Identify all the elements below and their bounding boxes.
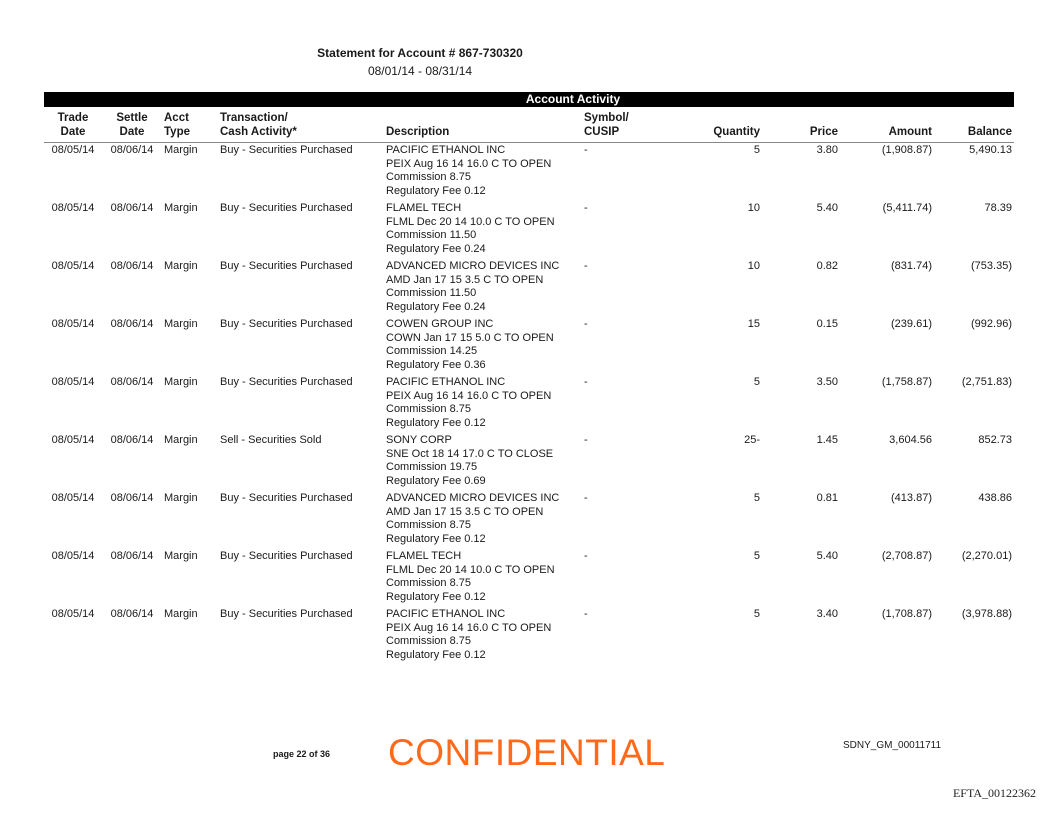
table-row <box>44 549 1014 607</box>
description-line: Commission 8.75 <box>386 171 471 183</box>
account-activity-table <box>44 111 1014 665</box>
description-line: Commission 19.75 <box>386 461 478 473</box>
settle-date-cell: 08/06/14 <box>110 144 154 156</box>
price-cell: 3.80 <box>816 144 838 156</box>
description-line: AMD Jan 17 15 3.5 C TO OPEN <box>386 505 544 518</box>
description-line: PACIFIC ETHANOL INC <box>386 376 506 388</box>
acct-type-cell: Margin <box>164 318 198 330</box>
table-row <box>44 375 1014 433</box>
description-cell <box>384 607 582 665</box>
settle-date-cell: 08/06/14 <box>110 318 154 330</box>
table-row <box>44 607 1014 665</box>
description-cell <box>384 317 582 375</box>
description-line: PACIFIC ETHANOL INC <box>386 608 506 620</box>
description-line: AMD Jan 17 15 3.5 C TO OPEN <box>386 273 544 286</box>
price-cell: 0.82 <box>816 260 838 272</box>
acct-type-cell: Margin <box>164 376 198 388</box>
trade-date-cell: 08/05/14 <box>51 550 95 562</box>
transaction-cell: Buy - Securities Purchased <box>220 550 353 562</box>
trade-date-cell: 08/05/14 <box>51 318 95 330</box>
amount-cell: (1,708.87) <box>881 608 932 620</box>
description-line: Regulatory Fee 0.12 <box>386 532 486 545</box>
col-trade-date: Trade Date <box>44 111 102 143</box>
quantity-cell: 5 <box>753 144 760 156</box>
col-balance: Balance <box>934 111 1014 143</box>
description-line: FLML Dec 20 14 10.0 C TO OPEN <box>386 563 555 576</box>
document-id: SDNY_GM_00011711 <box>843 740 942 751</box>
amount-cell: (831.74) <box>891 260 932 272</box>
settle-date-cell: 08/06/14 <box>110 550 154 562</box>
price-cell: 5.40 <box>816 550 838 562</box>
trade-date-cell: 08/05/14 <box>51 260 95 272</box>
transaction-cell: Buy - Securities Purchased <box>220 608 353 620</box>
description-cell <box>384 143 582 202</box>
description-line: FLAMEL TECH <box>386 202 462 214</box>
acct-type-cell: Margin <box>164 144 198 156</box>
description-line: Regulatory Fee 0.69 <box>386 474 486 487</box>
trade-date-cell: 08/05/14 <box>51 608 95 620</box>
description-line: Regulatory Fee 0.36 <box>386 358 486 371</box>
quantity-cell: 10 <box>747 202 760 214</box>
col-amount: Amount <box>840 111 934 143</box>
efta-stamp: EFTA_00122362 <box>952 786 1036 800</box>
balance-cell: (2,270.01) <box>961 550 1012 562</box>
acct-type-cell: Margin <box>164 492 198 504</box>
col-description: Description <box>384 111 582 143</box>
description-cell <box>384 375 582 433</box>
symbol-cell: - <box>584 202 588 214</box>
description-line: PEIX Aug 16 14 16.0 C TO OPEN <box>386 157 552 170</box>
table-row <box>44 143 1014 202</box>
description-line: FLML Dec 20 14 10.0 C TO OPEN <box>386 215 555 228</box>
col-symbol: Symbol/ CUSIP <box>582 111 662 143</box>
description-line: Commission 8.75 <box>386 635 471 647</box>
symbol-cell: - <box>584 492 588 504</box>
description-line: Regulatory Fee 0.24 <box>386 300 486 313</box>
description-line: FLAMEL TECH <box>386 550 462 562</box>
confidential-watermark: CONFIDENTIAL <box>388 732 666 773</box>
table-row <box>44 201 1014 259</box>
quantity-cell: 5 <box>753 608 760 620</box>
settle-date-cell: 08/06/14 <box>110 202 154 214</box>
settle-date-cell: 08/06/14 <box>110 260 154 272</box>
transaction-cell: Buy - Securities Purchased <box>220 376 353 388</box>
trade-date-cell: 08/05/14 <box>51 144 95 156</box>
transaction-cell: Buy - Securities Purchased <box>220 492 353 504</box>
col-quantity: Quantity <box>662 111 762 143</box>
table-row <box>44 433 1014 491</box>
trade-date-cell: 08/05/14 <box>51 376 95 388</box>
description-line: COWN Jan 17 15 5.0 C TO OPEN <box>386 331 554 344</box>
quantity-cell: 5 <box>753 492 760 504</box>
description-line: PACIFIC ETHANOL INC <box>386 144 506 156</box>
symbol-cell: - <box>584 434 588 446</box>
description-line: Commission 8.75 <box>386 577 471 589</box>
description-cell <box>384 549 582 607</box>
balance-cell: (753.35) <box>971 260 1012 272</box>
amount-cell: (239.61) <box>891 318 932 330</box>
col-settle-date: Settle Date <box>102 111 162 143</box>
description-line: SNE Oct 18 14 17.0 C TO CLOSE <box>386 447 554 460</box>
description-cell <box>384 491 582 549</box>
table-row <box>44 317 1014 375</box>
description-cell <box>384 259 582 317</box>
amount-cell: (5,411.74) <box>882 202 932 214</box>
description-cell <box>384 433 582 491</box>
trade-date-cell: 08/05/14 <box>51 202 95 214</box>
table-row <box>44 259 1014 317</box>
transaction-cell: Sell - Securities Sold <box>220 434 322 446</box>
symbol-cell: - <box>584 318 588 330</box>
description-cell <box>384 201 582 259</box>
description-line: Regulatory Fee 0.24 <box>386 242 486 255</box>
price-cell: 0.15 <box>816 318 838 330</box>
col-transaction: Transaction/ Cash Activity* <box>218 111 384 143</box>
statement-title: Statement for Account # 867-730320 <box>317 46 523 60</box>
description-line: Commission 11.50 <box>386 287 477 299</box>
price-cell: 3.40 <box>816 608 838 620</box>
trade-date-cell: 08/05/14 <box>51 492 95 504</box>
symbol-cell: - <box>584 608 588 620</box>
description-line: Regulatory Fee 0.12 <box>386 184 486 197</box>
settle-date-cell: 08/06/14 <box>110 434 154 446</box>
amount-cell: (1,758.87) <box>881 376 932 388</box>
page-number: page 22 of 36 <box>273 749 331 759</box>
balance-cell: (3,978.88) <box>961 608 1012 620</box>
balance-cell: (2,751.83) <box>961 376 1012 388</box>
amount-cell: 3,604.56 <box>889 434 932 446</box>
symbol-cell: - <box>584 550 588 562</box>
price-cell: 0.81 <box>816 492 838 504</box>
acct-type-cell: Margin <box>164 550 198 562</box>
symbol-cell: - <box>584 144 588 156</box>
acct-type-cell: Margin <box>164 434 198 446</box>
settle-date-cell: 08/06/14 <box>110 376 154 388</box>
description-line: Regulatory Fee 0.12 <box>386 416 486 429</box>
description-line: Commission 8.75 <box>386 403 471 415</box>
balance-cell: 852.73 <box>978 434 1012 446</box>
quantity-cell: 5 <box>753 550 760 562</box>
symbol-cell: - <box>584 260 588 272</box>
settle-date-cell: 08/06/14 <box>110 608 154 620</box>
amount-cell: (413.87) <box>891 492 932 504</box>
amount-cell: (1,908.87) <box>881 144 932 156</box>
description-line: Regulatory Fee 0.12 <box>386 590 486 603</box>
price-cell: 5.40 <box>816 202 838 214</box>
balance-cell: (992.96) <box>971 318 1012 330</box>
transaction-cell: Buy - Securities Purchased <box>220 144 353 156</box>
acct-type-cell: Margin <box>164 202 198 214</box>
description-line: ADVANCED MICRO DEVICES INC <box>386 492 560 504</box>
description-line: Commission 11.50 <box>386 229 477 241</box>
price-cell: 3.50 <box>816 376 838 388</box>
acct-type-cell: Margin <box>164 608 198 620</box>
quantity-cell: 10 <box>747 260 760 272</box>
price-cell: 1.45 <box>816 434 838 446</box>
description-line: PEIX Aug 16 14 16.0 C TO OPEN <box>386 389 552 402</box>
quantity-cell: 5 <box>753 376 760 388</box>
transaction-cell: Buy - Securities Purchased <box>220 260 353 272</box>
description-line: SONY CORP <box>386 434 452 446</box>
settle-date-cell: 08/06/14 <box>110 492 154 504</box>
section-header-bar <box>44 92 1014 107</box>
balance-cell: 5,490.13 <box>969 144 1012 156</box>
description-line: Regulatory Fee 0.12 <box>386 648 486 661</box>
acct-type-cell: Margin <box>164 260 198 272</box>
symbol-cell: - <box>584 376 588 388</box>
col-price: Price <box>762 111 840 143</box>
amount-cell: (2,708.87) <box>881 550 932 562</box>
transaction-cell: Buy - Securities Purchased <box>220 318 353 330</box>
quantity-cell: 15 <box>747 318 760 330</box>
statement-period: 08/01/14 - 08/31/14 <box>367 64 473 78</box>
trade-date-cell: 08/05/14 <box>51 434 95 446</box>
transaction-cell: Buy - Securities Purchased <box>220 202 353 214</box>
quantity-cell: 25- <box>744 434 760 446</box>
description-line: PEIX Aug 16 14 16.0 C TO OPEN <box>386 621 552 634</box>
col-acct-type: Acct Type <box>162 111 218 143</box>
table-row <box>44 491 1014 549</box>
description-line: COWEN GROUP INC <box>386 318 494 330</box>
table-header-row <box>44 111 1014 143</box>
description-line: Commission 8.75 <box>386 519 471 531</box>
description-line: ADVANCED MICRO DEVICES INC <box>386 260 560 272</box>
description-line: Commission 14.25 <box>386 345 478 357</box>
balance-cell: 438.86 <box>978 492 1012 504</box>
balance-cell: 78.39 <box>984 202 1012 214</box>
section-title: Account Activity <box>525 92 621 106</box>
